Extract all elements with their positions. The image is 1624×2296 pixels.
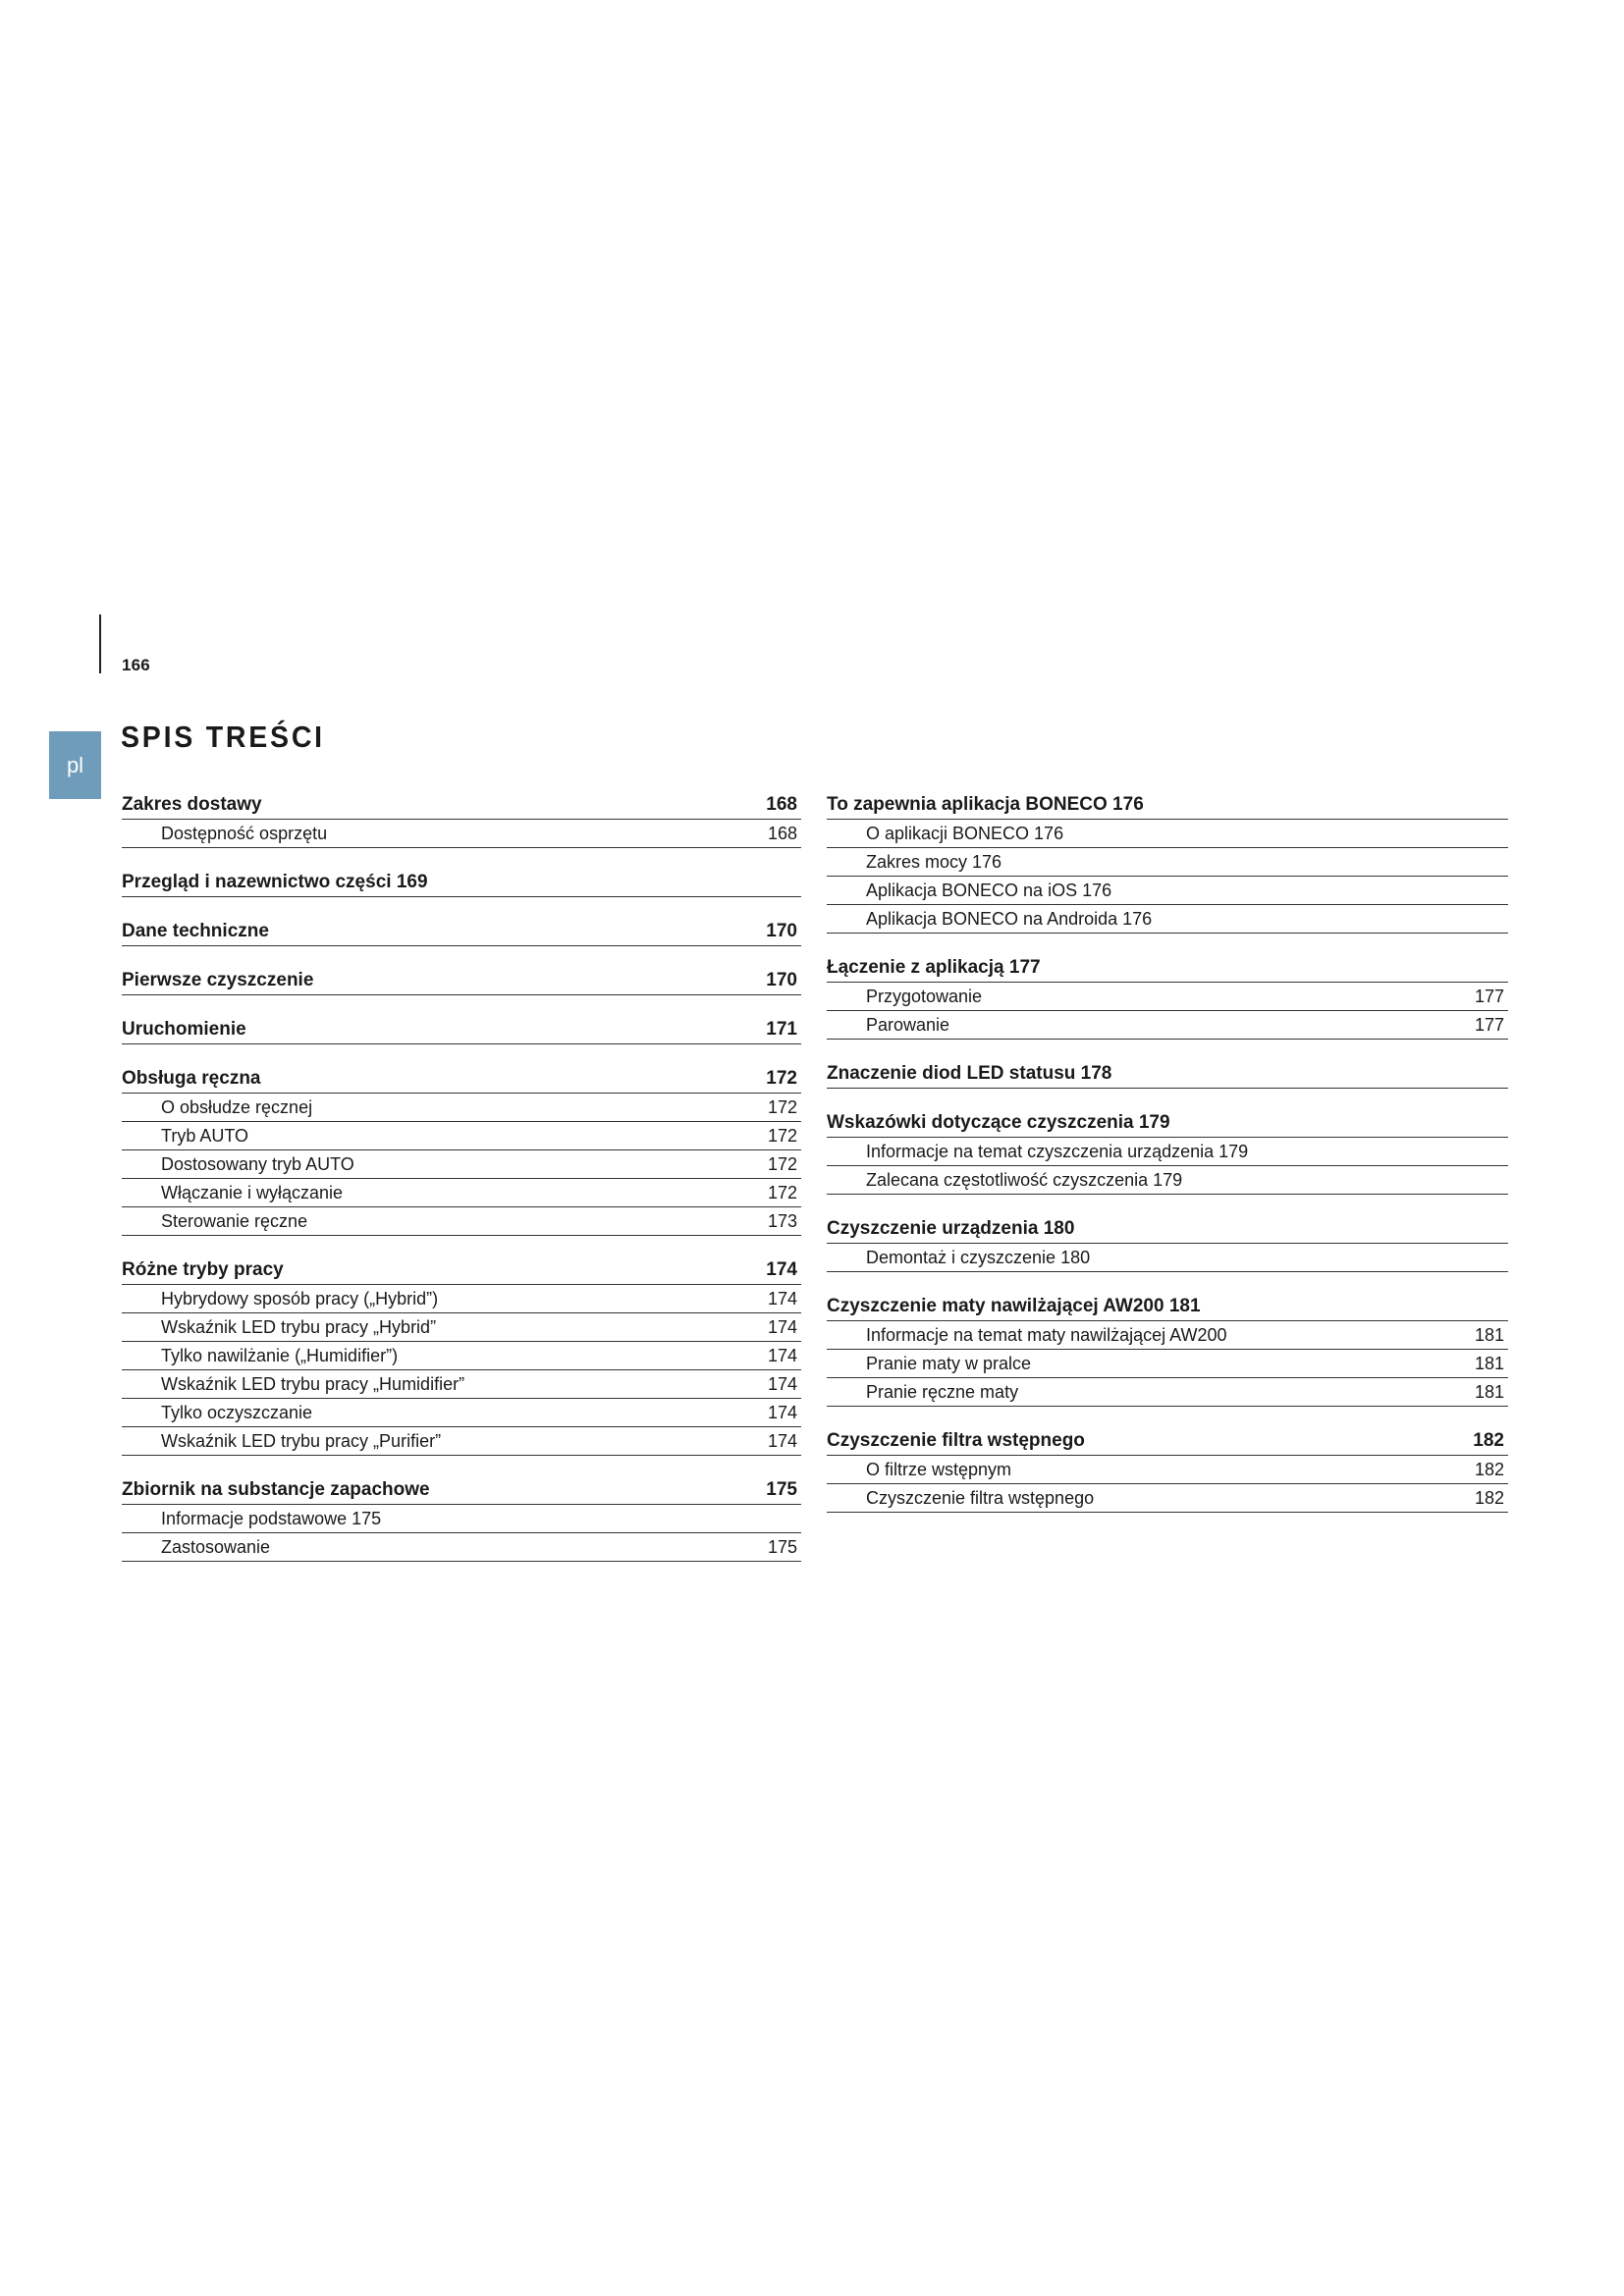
toc-section-heading[interactable]: [122, 869, 801, 897]
toc-entry-title: Przygotowanie: [866, 987, 983, 1006]
toc-entry-page: 174: [767, 1403, 797, 1422]
toc-section-heading[interactable]: [827, 1215, 1508, 1244]
toc-entry-title: Sterowanie ręczne: [161, 1211, 308, 1231]
toc-entry[interactable]: [827, 820, 1508, 848]
toc-section: [122, 1476, 801, 1562]
toc-entry-title: Włączanie i wyłączanie: [161, 1183, 344, 1202]
toc-entry-page: 172: [767, 1183, 797, 1202]
toc-entry-title: Pranie maty w pralce: [866, 1354, 1032, 1373]
margin-rule: [99, 614, 101, 673]
toc-section-title: Znaczenie diod LED statusu 178: [827, 1063, 1112, 1084]
toc-section: [122, 967, 801, 995]
toc-section-heading[interactable]: [122, 1016, 801, 1044]
toc-entry-page: 173: [767, 1211, 797, 1231]
toc-entry[interactable]: [827, 1166, 1508, 1195]
toc-entry[interactable]: [122, 1342, 801, 1370]
toc-section-heading[interactable]: [122, 1476, 801, 1505]
toc-entry-title: O aplikacji BONECO 176: [866, 824, 1064, 843]
toc-entry-page: 181: [1474, 1354, 1504, 1373]
toc-entry-title: O obsłudze ręcznej: [161, 1097, 313, 1117]
toc-entry[interactable]: [827, 1011, 1508, 1040]
toc-entry[interactable]: [827, 1378, 1508, 1407]
toc-entry[interactable]: [122, 1207, 801, 1236]
page-number: 166: [122, 656, 150, 674]
toc-entry-title: Informacje na temat czyszczenia urządzenia 179: [866, 1142, 1249, 1161]
toc-section-heading[interactable]: [827, 1060, 1508, 1089]
toc-section-page: 182: [1473, 1430, 1504, 1451]
toc-entry-title: Wskaźnik LED trybu pracy „Humidifier”: [161, 1374, 465, 1394]
toc-section-page: 175: [766, 1479, 797, 1500]
toc-entry-title: Zalecana częstotliwość czyszczenia 179: [866, 1170, 1183, 1190]
toc-entry[interactable]: [122, 1122, 801, 1150]
toc-entry[interactable]: [827, 1138, 1508, 1166]
toc-entry[interactable]: [827, 905, 1508, 934]
toc-entry[interactable]: [827, 983, 1508, 1011]
toc-section: [122, 1065, 801, 1236]
toc-section: [827, 1060, 1508, 1089]
toc-entry[interactable]: [122, 1094, 801, 1122]
toc-entry-page: 172: [767, 1154, 797, 1174]
toc-section: [827, 1293, 1508, 1407]
toc-entry-title: O filtrze wstępnym: [866, 1460, 1012, 1479]
toc-entry[interactable]: [122, 1370, 801, 1399]
toc-entry-title: Informacje na temat maty nawilżającej AW200: [866, 1325, 1227, 1345]
toc-section-page: 171: [766, 1019, 797, 1040]
toc-section: [122, 791, 801, 848]
toc-entry-title: Parowanie: [866, 1015, 950, 1035]
toc-section: [122, 1016, 801, 1044]
toc-entry-page: 168: [767, 824, 797, 843]
toc-entry[interactable]: [122, 1313, 801, 1342]
toc-section-title: Czyszczenie maty nawilżającej AW200 181: [827, 1296, 1201, 1316]
toc-section: [122, 869, 801, 897]
toc-entry[interactable]: [827, 1321, 1508, 1350]
toc-left-column: [122, 791, 801, 1582]
toc-section-title: Przegląd i nazewnictwo części 169: [122, 872, 428, 892]
toc-entry-page: 172: [767, 1126, 797, 1146]
toc-entry-page: 175: [767, 1537, 797, 1557]
toc-section-page: 174: [766, 1259, 797, 1280]
toc-section-title: Czyszczenie urządzenia 180: [827, 1218, 1075, 1239]
page-title: SPIS TREŚCI: [121, 720, 325, 754]
toc-entry-title: Tylko nawilżanie („Humidifier”): [161, 1346, 399, 1365]
toc-entry-page: 174: [767, 1346, 797, 1365]
toc-section-title: Zakres dostawy: [122, 794, 262, 815]
toc-entry[interactable]: [122, 1427, 801, 1456]
toc-entry-title: Tryb AUTO: [161, 1126, 249, 1146]
toc-section-title: Pierwsze czyszczenie: [122, 970, 314, 990]
toc-section-heading[interactable]: [827, 1293, 1508, 1321]
toc-entry-title: Tylko oczyszczanie: [161, 1403, 313, 1422]
toc-entry-page: 182: [1474, 1460, 1504, 1479]
toc-entry-title: Demontaż i czyszczenie 180: [866, 1248, 1091, 1267]
toc-section-heading[interactable]: [827, 1427, 1508, 1456]
toc-section-title: To zapewnia aplikacja BONECO 176: [827, 794, 1144, 815]
toc-section-title: Uruchomienie: [122, 1019, 246, 1040]
toc-entry-title: Pranie ręczne maty: [866, 1382, 1019, 1402]
toc-entry[interactable]: [122, 1505, 801, 1533]
toc-section: [827, 1109, 1508, 1195]
toc-entry-title: Wskaźnik LED trybu pracy „Hybrid”: [161, 1317, 437, 1337]
toc-entry[interactable]: [122, 820, 801, 848]
toc-entry-title: Wskaźnik LED trybu pracy „Purifier”: [161, 1431, 442, 1451]
toc-section-title: Łączenie z aplikacją 177: [827, 957, 1041, 978]
toc-section-heading[interactable]: [122, 1256, 801, 1285]
toc-section: [122, 918, 801, 946]
toc-section-title: Czyszczenie filtra wstępnego: [827, 1430, 1085, 1451]
toc-entry[interactable]: [122, 1150, 801, 1179]
toc-section-page: 172: [766, 1068, 797, 1089]
toc-entry-title: Informacje podstawowe 175: [161, 1509, 382, 1528]
toc-entry-page: 181: [1474, 1325, 1504, 1345]
toc-entry-title: Zakres mocy 176: [866, 852, 1002, 872]
toc-entry[interactable]: [122, 1179, 801, 1207]
toc-section: [827, 1427, 1508, 1513]
toc-entry-page: 172: [767, 1097, 797, 1117]
toc-section: [122, 1256, 801, 1456]
toc-entry-title: Dostosowany tryb AUTO: [161, 1154, 354, 1174]
toc-right-column: [827, 791, 1508, 1533]
toc-entry-title: Hybrydowy sposób pracy („Hybrid”): [161, 1289, 439, 1308]
toc-section-title: Dane techniczne: [122, 921, 269, 941]
toc-section-title: Obsługa ręczna: [122, 1068, 261, 1089]
toc-entry-title: Aplikacja BONECO na Androida 176: [866, 909, 1153, 929]
toc-entry-page: 177: [1474, 1015, 1504, 1035]
toc-section-title: Różne tryby pracy: [122, 1259, 284, 1280]
toc-entry-page: 174: [767, 1317, 797, 1337]
toc-entry[interactable]: [827, 877, 1508, 905]
toc-entry[interactable]: [827, 848, 1508, 877]
toc-entry[interactable]: [827, 1244, 1508, 1272]
language-tab: pl: [49, 731, 101, 799]
toc-entry[interactable]: [122, 1399, 801, 1427]
toc-section: [827, 1215, 1508, 1272]
toc-section-heading[interactable]: [827, 791, 1508, 820]
toc-section-heading[interactable]: [122, 967, 801, 995]
toc-section: [827, 954, 1508, 1040]
toc-section-heading[interactable]: [827, 1109, 1508, 1138]
toc-entry-title: Czyszczenie filtra wstępnego: [866, 1488, 1095, 1508]
toc-entry[interactable]: [122, 1533, 801, 1562]
toc-entry-page: 182: [1474, 1488, 1504, 1508]
toc-entry[interactable]: [827, 1484, 1508, 1513]
toc-section-heading[interactable]: [122, 791, 801, 820]
toc-section-title: Zbiornik na substancje zapachowe: [122, 1479, 430, 1500]
toc-entry-page: 181: [1474, 1382, 1504, 1402]
toc-section: [827, 791, 1508, 934]
toc-entry-page: 174: [767, 1431, 797, 1451]
toc-entry-title: Dostępność osprzętu: [161, 824, 328, 843]
toc-entry[interactable]: [827, 1350, 1508, 1378]
toc-entry[interactable]: [122, 1285, 801, 1313]
toc-entry-title: Aplikacja BONECO na iOS 176: [866, 881, 1112, 900]
toc-section-page: 170: [766, 921, 797, 941]
toc-section-heading[interactable]: [122, 918, 801, 946]
toc-section-heading[interactable]: [122, 1065, 801, 1094]
toc-section-page: 168: [766, 794, 797, 815]
toc-entry-page: 174: [767, 1374, 797, 1394]
toc-section-title: Wskazówki dotyczące czyszczenia 179: [827, 1112, 1170, 1133]
toc-entry-page: 174: [767, 1289, 797, 1308]
toc-section-page: 170: [766, 970, 797, 990]
toc-section-heading[interactable]: [827, 954, 1508, 983]
toc-entry[interactable]: [827, 1456, 1508, 1484]
toc-entry-title: Zastosowanie: [161, 1537, 271, 1557]
toc-entry-page: 177: [1474, 987, 1504, 1006]
